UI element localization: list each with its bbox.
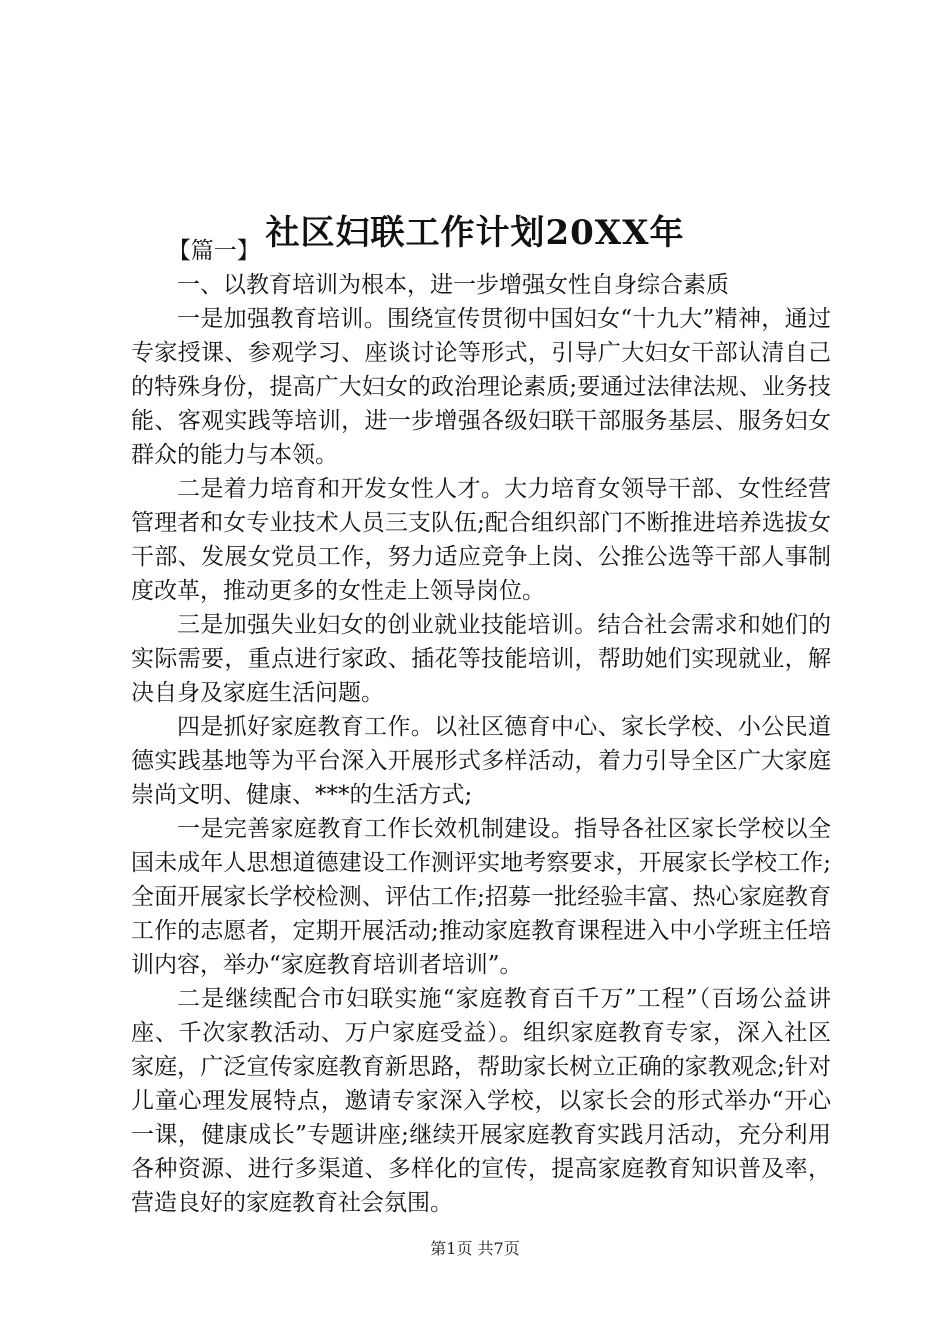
paragraph: 二是着力培育和开发女性人才。大力培育女领导干部、女性经营管理者和女专业技术人员三支队伍;配合组织部门不断推进培养选拔女干部、发展女党员工作，努力适应竞争上岗、公推公选等干部人事制度改革，推动更多的女性走上领导岗位。 bbox=[131, 476, 831, 604]
section-heading: 一、以教育培训为根本，进一步增强女性自身综合素质 bbox=[177, 272, 729, 298]
paragraph: 一是加强教育培训。围绕宣传贯彻中国妇女“十九大”精神，通过专家授课、参观学习、座谈讨论等形式，引导广大妇女干部认清自己的特殊身份，提高广大妇女的政治理论素质;要通过法律法规、业务技能、客观实践等培训，进一步增强各级妇联干部服务基层、服务妇女群众的能力与本领。 bbox=[131, 306, 831, 468]
paragraph: 四是抓好家庭教育工作。以社区德育中心、家长学校、小公民道德实践基地等为平台深入开展形式多样活动，着力引导全区广大家庭崇尚文明、健康、***的生活方式; bbox=[131, 714, 831, 808]
document-title: 社区妇联工作计划20XX年 bbox=[265, 212, 685, 253]
paragraph: 一是完善家庭教育工作长效机制建设。指导各社区家长学校以全国未成年人思想道德建设工作测评实地考察要求，开展家长学校工作;全面开展家长学校检测、评估工作;招募一批经验丰富、热心家庭教育工作的志愿者，定期开展活动;推动家庭教育课程进入中小学班主任培训内容，举办“家庭教育培训者培训”。 bbox=[131, 816, 831, 978]
section-label: 【篇一】 bbox=[167, 238, 260, 264]
document-body bbox=[131, 234, 831, 1220]
paragraph: 二是继续配合市妇联实施“家庭教育百千万”工程”（百场公益讲座、千次家教活动、万户家庭受益）。组织家庭教育专家，深入社区家庭，广泛宣传家庭教育新思路，帮助家长树立正确的家教观念;针对儿童心理发展特点，邀请专家深入学校，以家长会的形式举办“开心一课，健康成长”专题讲座;继续开展家庭教育实践月活动，充分利用各种资源、进行多渠道、多样化的宣传，提高家庭教育知识普及率，营造良好的家庭教育社会氛围。 bbox=[131, 986, 831, 1216]
page-footer: 第1页 共7页 bbox=[430, 1239, 520, 1258]
paragraph: 三是加强失业妇女的创业就业技能培训。结合社会需求和她们的实际需要，重点进行家政、插花等技能培训，帮助她们实现就业，解决自身及家庭生活问题。 bbox=[131, 612, 831, 706]
